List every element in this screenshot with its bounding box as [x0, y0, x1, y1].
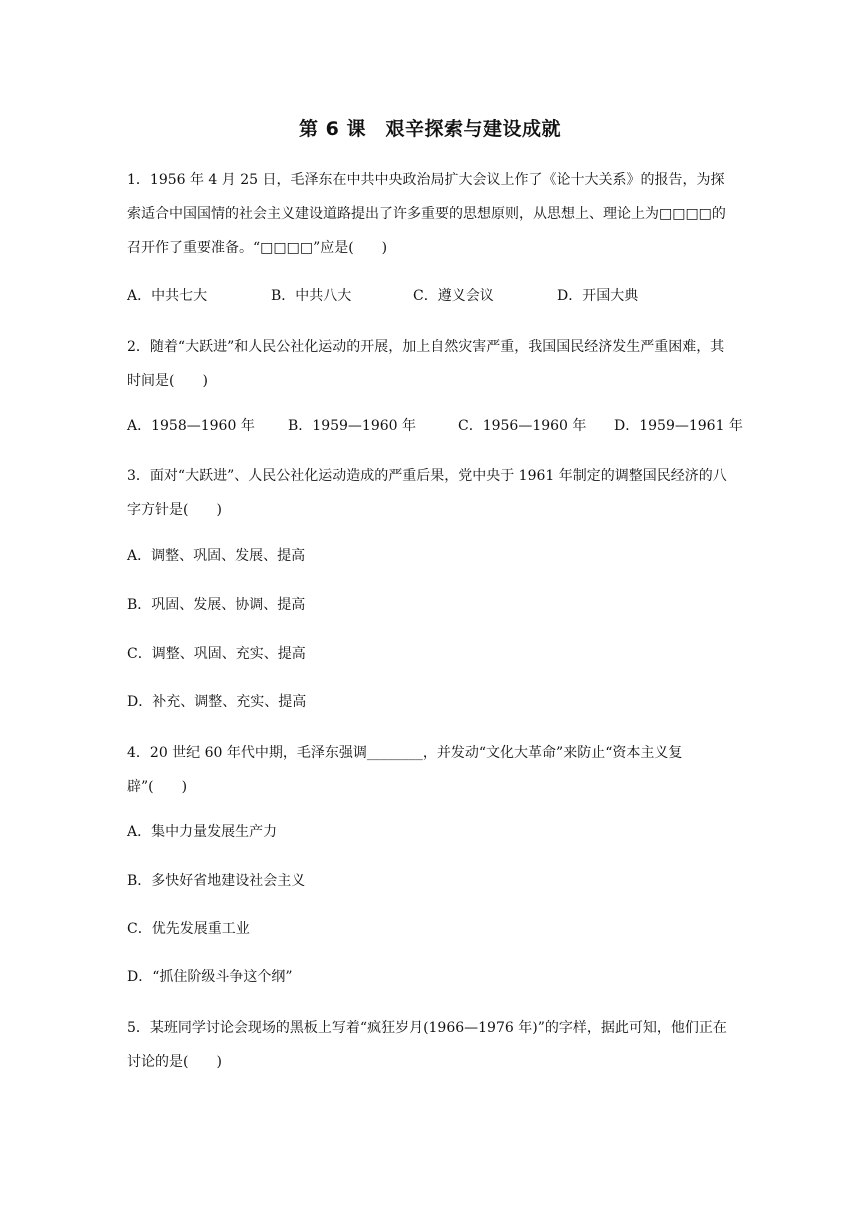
question-2-option-a: A．1958—1960 年 — [127, 418, 255, 434]
question-1-option-a: A．中共七大 — [127, 288, 208, 304]
question-1-option-b: B．中共八大 — [271, 288, 352, 304]
page-title: 第 6 课 艰辛探索与建设成就 — [299, 118, 561, 140]
question-1-option-d: D．开国大典 — [557, 288, 639, 304]
question-5 — [127, 1011, 737, 1079]
question-3-stem: 3．面对“大跃进”、人民公社化运动造成的严重后果，党中央于 1961 年制定的调整国民经济的八字方针是( ) — [127, 468, 727, 518]
question-4-option-a: A．集中力量发展生产力 — [127, 824, 278, 840]
question-2-option-b: B．1959—1960 年 — [288, 418, 416, 434]
question-1-stem: 1．1956 年 4 月 25 日，毛泽东在中共中央政治局扩大会议上作了《论十大关系》的报告，为探索适合中国国情的社会主义建设道路提出了许多重要的思想原则，从思想上、理论上为□□□□的召开作了重要准备。“□□□□”应是( ) — [127, 172, 726, 256]
question-2-option-d: D．1959—1961 年 — [614, 418, 743, 434]
question-2 — [127, 330, 737, 398]
question-3-option-d: D．补充、调整、充实、提高 — [127, 694, 307, 710]
question-4 — [127, 736, 737, 804]
question-3-option-b: B．巩固、发展、协调、提高 — [127, 597, 306, 613]
question-4-option-b: B．多快好省地建设社会主义 — [127, 873, 306, 889]
question-1-option-c: C．遵义会议 — [413, 288, 494, 304]
question-3-option-c: C．调整、巩固、充实、提高 — [127, 646, 306, 662]
question-3 — [127, 459, 737, 527]
question-4-stem: 4．20 世纪 60 年代中期，毛泽东强调________，并发动“文化大革命”来防止“资本主义复辟”( ) — [127, 745, 683, 795]
question-1 — [127, 163, 737, 265]
question-4-option-c: C．优先发展重工业 — [127, 921, 250, 937]
question-2-stem: 2．随着“大跃进”和人民公社化运动的开展，加上自然灾害严重，我国国民经济发生严重困难，其时间是( ) — [127, 339, 725, 389]
question-4-option-d: D．“抓住阶级斗争这个纲” — [127, 969, 293, 985]
question-5-stem: 5．某班同学讨论会现场的黑板上写着“疯狂岁月(1966—1976 年)”的字样，据此可知，他们正在讨论的是( ) — [127, 1020, 727, 1070]
question-3-option-a: A．调整、巩固、发展、提高 — [127, 548, 306, 564]
question-2-option-c: C．1956—1960 年 — [458, 418, 587, 434]
